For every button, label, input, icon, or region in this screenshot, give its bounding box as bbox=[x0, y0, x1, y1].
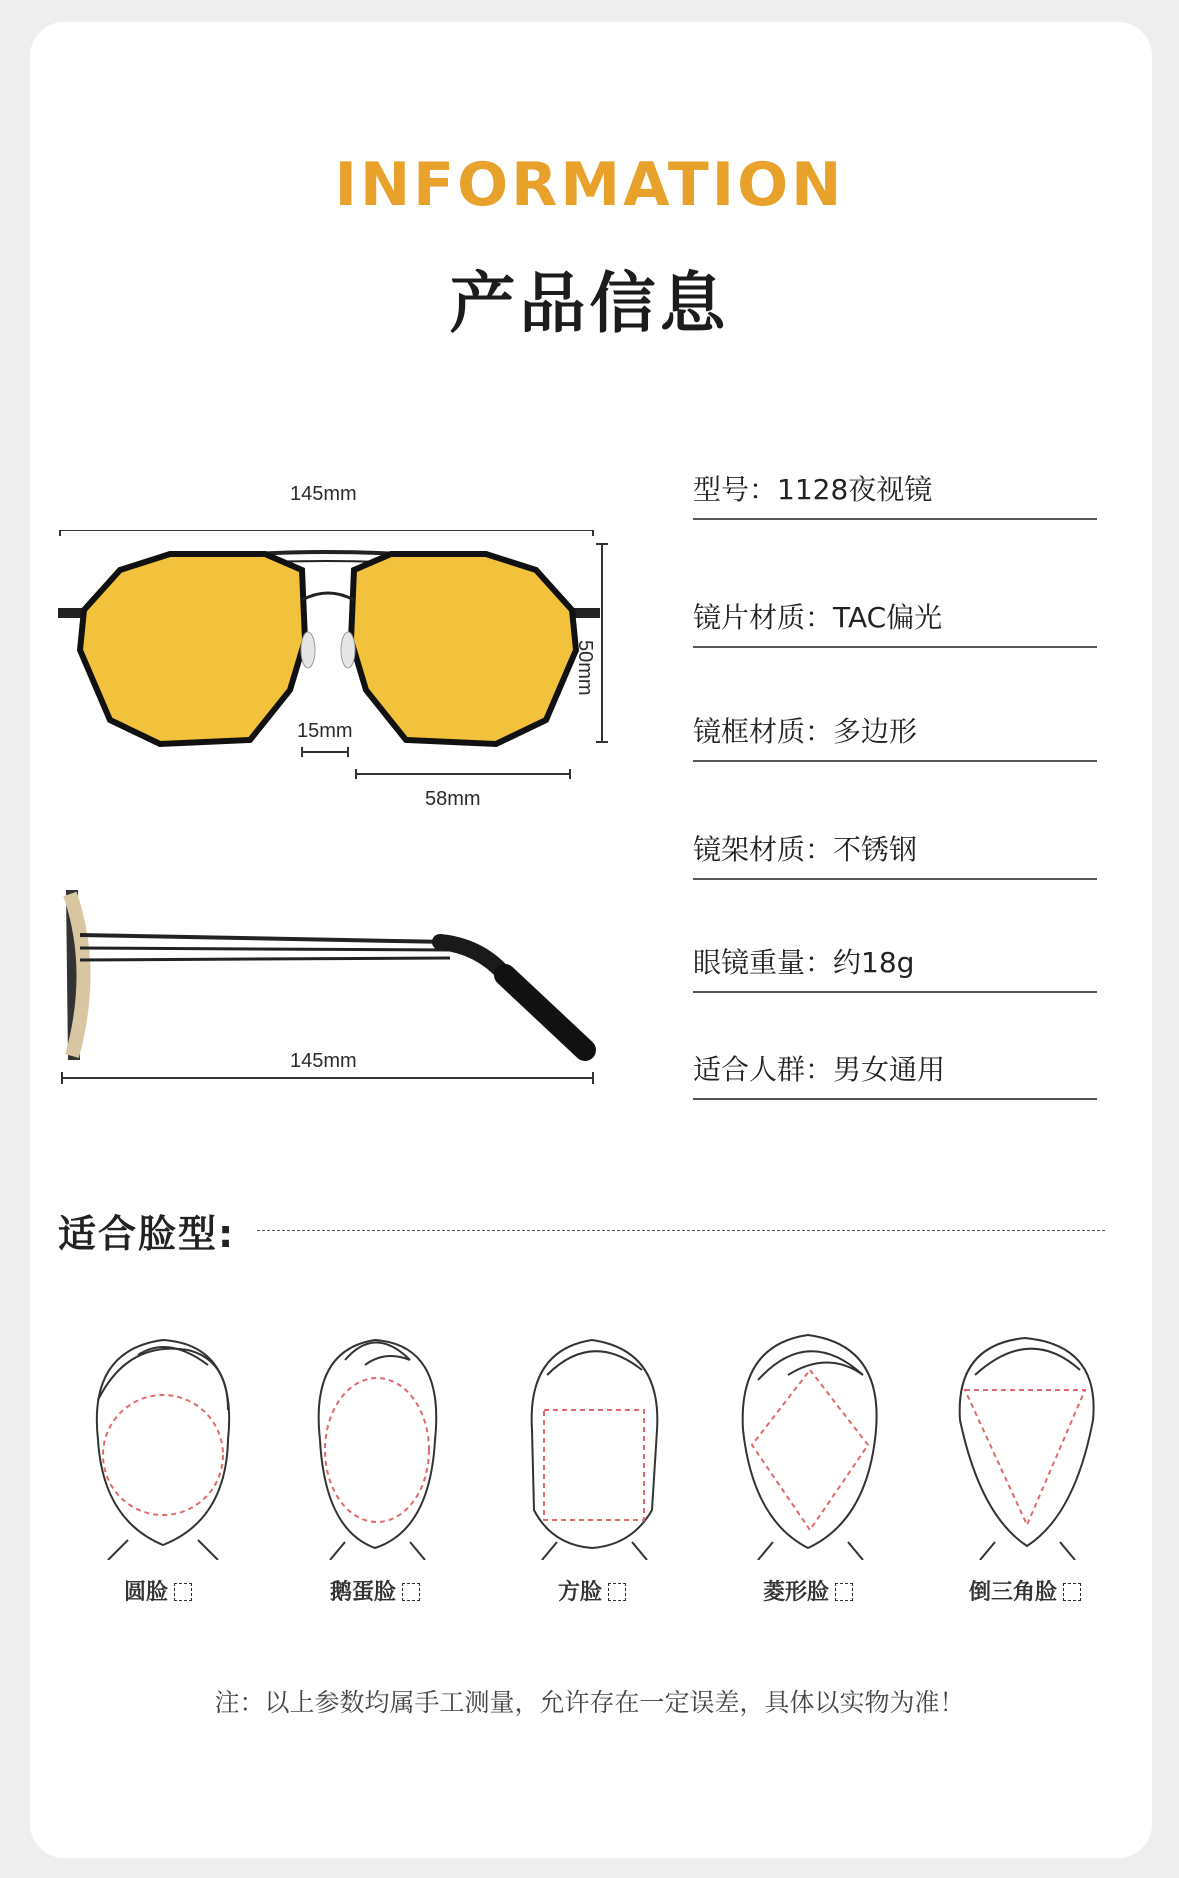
inverted-triangle-face-icon bbox=[935, 1320, 1115, 1560]
checkbox-icon bbox=[174, 1583, 192, 1601]
spec-value: TAC偏光 bbox=[833, 601, 943, 634]
face-label-text: 鹅蛋脸 bbox=[329, 1580, 396, 1605]
checkbox-icon bbox=[835, 1583, 853, 1601]
face-label-text: 倒三角脸 bbox=[968, 1580, 1057, 1605]
spec-value: 不锈钢 bbox=[833, 833, 918, 866]
heading-chinese: 产品信息 bbox=[449, 265, 730, 342]
face-label-text: 方脸 bbox=[557, 1580, 602, 1605]
spec-label: 眼镜重量： bbox=[693, 946, 834, 979]
spec-row-frame-material bbox=[693, 828, 1097, 880]
measurement-note: 注：以上参数均属手工测量，允许存在一定误差，具体以实物为准！ bbox=[214, 1688, 965, 1717]
face-shapes-divider bbox=[257, 1230, 1105, 1231]
spec-row-model bbox=[693, 468, 1097, 520]
face-shapes-title: 适合脸型: bbox=[58, 1212, 236, 1256]
spec-row-audience bbox=[693, 1048, 1097, 1100]
spec-label: 适合人群： bbox=[693, 1053, 834, 1086]
face-label-text: 菱形脸 bbox=[762, 1580, 829, 1605]
spec-label: 镜框材质： bbox=[693, 715, 834, 748]
glasses-front-diagram bbox=[50, 530, 650, 830]
oval-face-icon bbox=[285, 1320, 465, 1560]
diamond-face-icon bbox=[718, 1320, 898, 1560]
face-label-diamond bbox=[708, 1575, 908, 1606]
spec-value: 约18g bbox=[833, 946, 915, 979]
dim-bridge: 15mm bbox=[297, 720, 353, 742]
dim-front-width: 145mm bbox=[290, 483, 357, 505]
spec-value: 多边形 bbox=[833, 715, 918, 748]
dim-lens-height: 50mm bbox=[574, 640, 596, 696]
spec-row-weight bbox=[693, 941, 1097, 993]
spec-label: 型号： bbox=[693, 473, 778, 506]
square-face-icon bbox=[502, 1320, 682, 1560]
face-label-oval bbox=[275, 1575, 475, 1606]
spec-value: 1128夜视镜 bbox=[777, 473, 933, 506]
spec-value: 男女通用 bbox=[833, 1053, 946, 1086]
checkbox-icon bbox=[402, 1583, 420, 1601]
face-label-inverted-triangle bbox=[925, 1575, 1125, 1606]
spec-label: 镜架材质： bbox=[693, 833, 834, 866]
checkbox-icon bbox=[1063, 1583, 1081, 1601]
face-label-round bbox=[58, 1575, 258, 1606]
checkbox-icon bbox=[608, 1583, 626, 1601]
face-label-square bbox=[492, 1575, 692, 1606]
heading-english: INFORMATION bbox=[334, 150, 845, 220]
dim-lens-width: 58mm bbox=[425, 788, 481, 810]
spec-row-lens-material bbox=[693, 596, 1097, 648]
round-face-icon bbox=[68, 1320, 248, 1560]
dim-temple-length: 145mm bbox=[290, 1050, 357, 1072]
spec-label: 镜片材质： bbox=[693, 601, 834, 634]
spec-row-frame-shape bbox=[693, 710, 1097, 762]
face-label-text: 圆脸 bbox=[123, 1580, 168, 1605]
